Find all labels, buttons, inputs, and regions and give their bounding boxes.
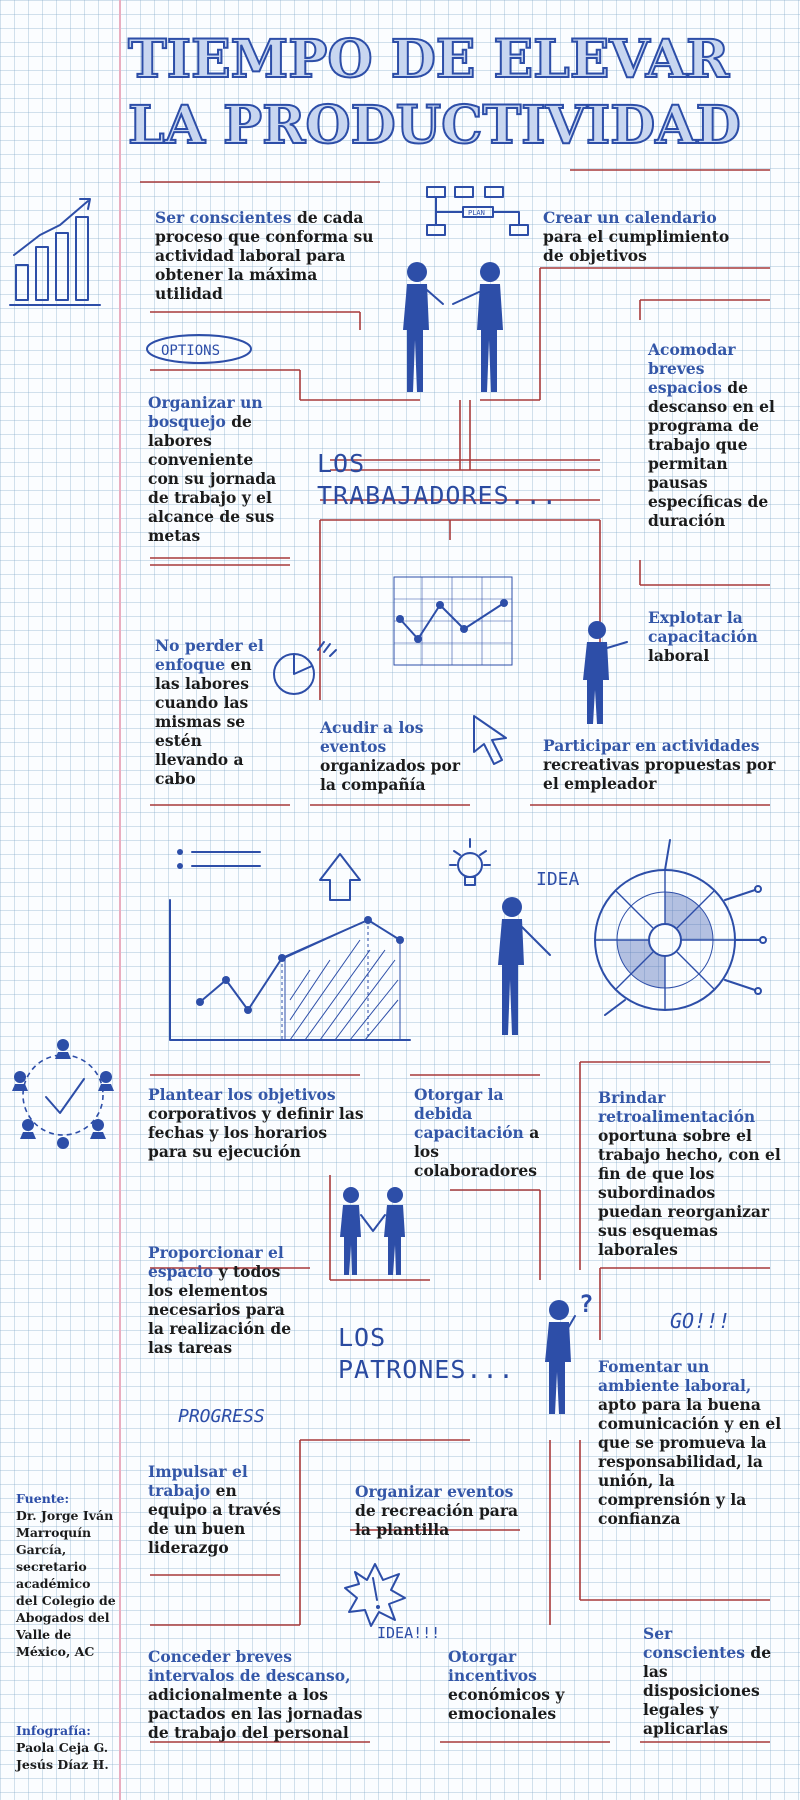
infographic-credit bbox=[16, 1722, 116, 1773]
employer-tip-2: Otorgar la debida capacitación a los colaboradores bbox=[414, 1085, 540, 1180]
idea-figure bbox=[450, 835, 600, 1045]
thinking-figure bbox=[535, 1290, 605, 1420]
worker-tip-3: Organizar un bosquejo de labores conveniente con su jornada de trabajo y el alcance de sus metas bbox=[148, 393, 277, 545]
two-workers-figure bbox=[395, 260, 525, 400]
presenter-figure bbox=[575, 620, 635, 730]
worker-tip-2: Crear un calendario para el cumplimiento de objetivos bbox=[543, 208, 730, 265]
worker-tip-8: Participar en actividades recreativas propuestas por el empleador bbox=[543, 736, 776, 793]
worker-tip-6: Explotar la capacitación laboral bbox=[648, 608, 758, 665]
employer-tip-6: Impulsar el trabajo en equipo a través de un buen liderazgo bbox=[148, 1462, 281, 1557]
author-1: Paola Ceja G. bbox=[16, 1740, 109, 1755]
employer-tip-9: Otorgar incentivos económicos y emocionales bbox=[448, 1647, 565, 1723]
employer-tip-3: Brindar retroalimentación oportuna sobre el trabajo hecho, con el fin de que los subordinados puedan reorganizar sus esquemas laborales bbox=[598, 1088, 781, 1259]
workers-heading bbox=[317, 448, 558, 512]
team-check-icon bbox=[8, 1035, 118, 1155]
cursor-arrow-icon bbox=[468, 712, 518, 772]
go-doodle bbox=[666, 1300, 746, 1340]
handshake-figures bbox=[335, 1185, 415, 1280]
worker-tip-1: Ser conscientes de cada proceso que conforma su actividad laboral para obtener la máxima utilidad bbox=[155, 208, 374, 303]
employer-tip-10: Ser conscientes de las disposiciones legales y aplicarlas bbox=[643, 1624, 772, 1738]
donut-chart-icon bbox=[585, 820, 785, 1030]
employers-heading-line1: LOS bbox=[338, 1323, 387, 1352]
svg-text:?: ? bbox=[579, 1290, 594, 1318]
infographic-label: Infografía: bbox=[16, 1723, 91, 1738]
title-line-1: TIEMPO DE ELEVAR bbox=[128, 29, 730, 90]
source-text: Dr. Jorge Iván Marroquín García, secretario académico del Colegio de Abogados del Valle de México, AC bbox=[16, 1508, 116, 1659]
author-2: Jesús Díaz H. bbox=[16, 1757, 109, 1772]
progress-area-chart bbox=[160, 840, 420, 1050]
source-label: Fuente: bbox=[16, 1491, 70, 1506]
worker-tip-5: No perder el enfoque en las labores cuando las mismas se estén llevando a cabo bbox=[155, 636, 264, 788]
employer-tip-8: Conceder breves intervalos de descanso, adicionalmente a los pactados en las jornadas de trabajo del personal bbox=[148, 1647, 363, 1742]
worker-tip-7: Acudir a los eventos organizados por la compañía bbox=[320, 718, 461, 794]
line-chart-doodle bbox=[392, 575, 517, 670]
employer-tip-4: Proporcionar el espacio y todos los elementos necesarios para la realización de las tareas bbox=[148, 1243, 292, 1357]
plan-flowchart-icon bbox=[425, 185, 550, 245]
options-bubble bbox=[145, 332, 255, 372]
employer-tip-1: Plantear los objetivos corporativos y definir las fechas y los horarios para su ejecución bbox=[148, 1085, 364, 1161]
employers-heading-line2: PATRONES... bbox=[338, 1355, 515, 1384]
idea2-label: IDEA!!! bbox=[377, 1624, 441, 1642]
worker-tip-4: Acomodar breves espacios de descanso en el programa de trabajo que permitan pausas específicas de duración bbox=[648, 340, 775, 530]
employer-tip-7: Organizar eventos de recreación para la plantilla bbox=[355, 1482, 519, 1539]
workers-heading-line1: LOS bbox=[317, 449, 366, 478]
plan-label: PLAN bbox=[468, 209, 485, 217]
exclamation-burst-doodle bbox=[345, 1560, 485, 1645]
workers-heading-line2: TRABAJADORES... bbox=[317, 481, 558, 510]
idea-label: IDEA bbox=[536, 869, 580, 890]
progress-doodle bbox=[176, 1402, 306, 1432]
go-label: GO!!! bbox=[670, 1309, 731, 1333]
options-label: OPTIONS bbox=[161, 343, 221, 359]
employers-heading bbox=[338, 1322, 515, 1386]
title-line-2: LA PRODUCTIVIDAD bbox=[128, 95, 741, 156]
pie-chart-icon bbox=[268, 640, 338, 700]
progress-label: PROGRESS bbox=[178, 1406, 265, 1427]
employer-tip-5: Fomentar un ambiente laboral, apto para la buena comunicación y en el que se promueva la responsabilidad, la unión, la comprensión y la confianza bbox=[598, 1357, 782, 1528]
source-credit bbox=[16, 1490, 116, 1660]
growth-chart-icon bbox=[10, 195, 105, 310]
